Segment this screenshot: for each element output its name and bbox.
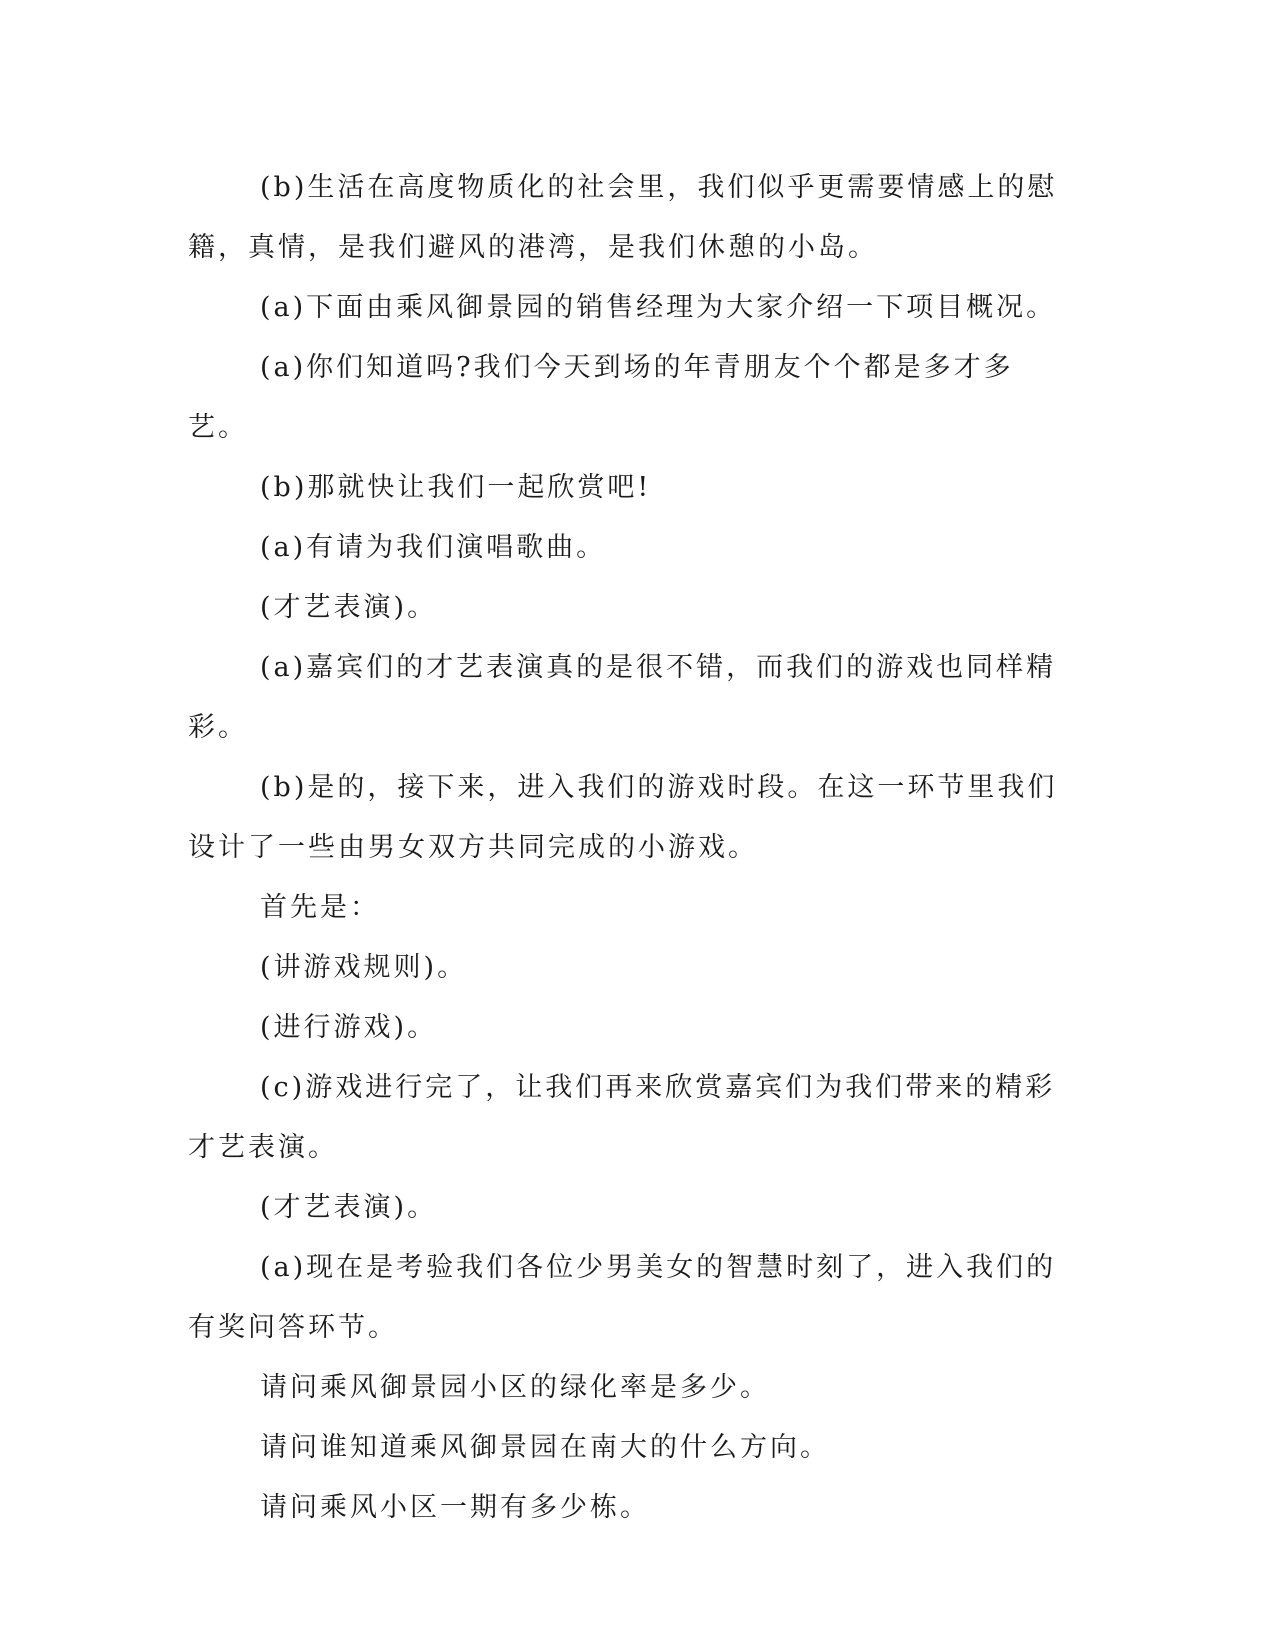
paragraph-14: (a)现在是考验我们各位少男美女的智慧时刻了，进入我们的有奖问答环节。 [188, 1252, 1057, 1343]
document-body [188, 158, 1068, 1538]
paragraph-13: (才艺表演)。 [260, 1192, 438, 1223]
paragraph-12: (c)游戏进行完了，让我们再来欣赏嘉宾们为我们带来的精彩才艺表演。 [188, 1072, 1056, 1163]
paragraph-15: 请问乘风御景园小区的绿化率是多少。 [260, 1372, 770, 1403]
paragraph-7: (a)嘉宾们的才艺表演真的是很不错，而我们的游戏也同样精彩。 [188, 652, 1057, 743]
paragraph-11: (进行游戏)。 [260, 1012, 438, 1043]
paragraph-6: (才艺表演)。 [260, 592, 438, 623]
paragraph-17: 请问乘风小区一期有多少栋。 [260, 1492, 650, 1523]
paragraph-4: (b)那就快让我们一起欣赏吧! [260, 472, 652, 503]
paragraph-5: (a)有请为我们演唱歌曲。 [260, 532, 607, 563]
paragraph-16: 请问谁知道乘风御景园在南大的什么方向。 [260, 1432, 830, 1463]
paragraph-8: (b)是的，接下来，进入我们的游戏时段。在这一环节里我们设计了一些由男女双方共同完成的小游戏。 [188, 772, 1058, 863]
paragraph-1: (b)生活在高度物质化的社会里，我们似乎更需要情感上的慰籍，真情，是我们避风的港湾，是我们休憩的小岛。 [188, 172, 1058, 263]
paragraph-2: (a)下面由乘风御景园的销售经理为大家介绍一下项目概况。 [260, 292, 1057, 323]
paragraph-3: (a)你们知道吗?我们今天到场的年青朋友个个都是多才多艺。 [188, 352, 1014, 443]
paragraph-9: 首先是： [260, 892, 380, 923]
paragraph-10: (讲游戏规则)。 [260, 952, 468, 983]
